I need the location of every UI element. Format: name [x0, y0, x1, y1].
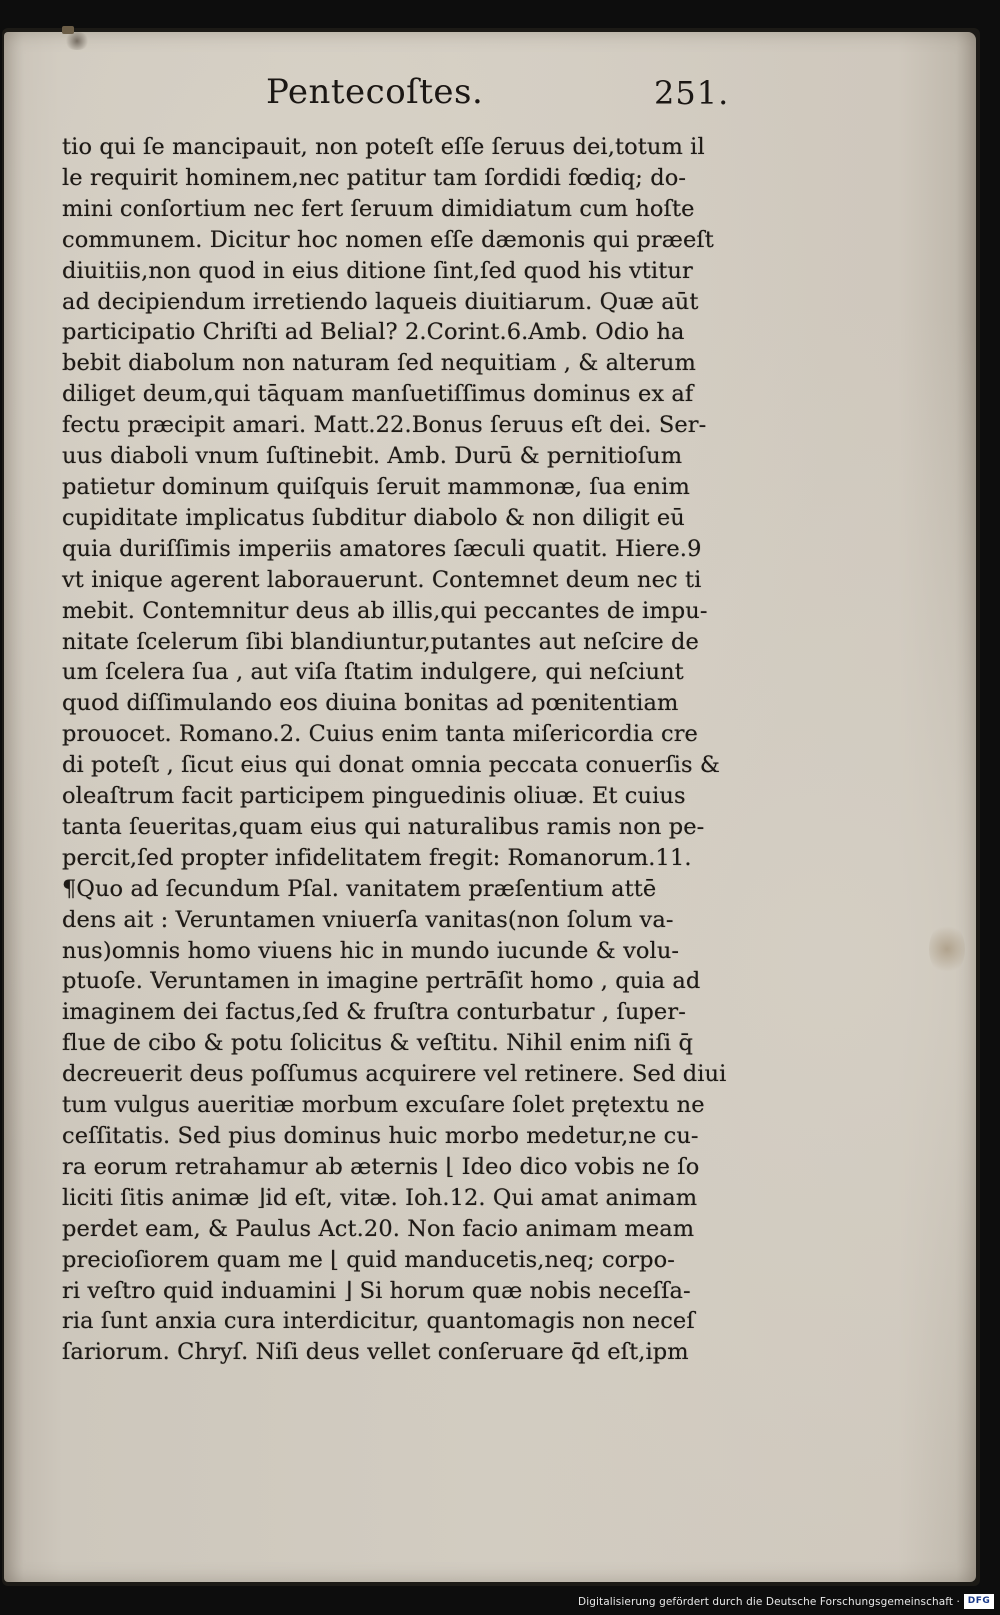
book-page	[4, 32, 976, 1582]
text-line: vt inique agerent laborauerunt. Contemnet deum nec ti	[62, 566, 702, 593]
text-line: liciti ſitis animæ ⌋id eſt, vitæ. Ioh.12. Qui amat animam	[62, 1184, 698, 1211]
text-line: decreuerit deus poſſumus acquirere vel retinere. Sed diui	[62, 1061, 727, 1088]
text-line: participatio Chriſti ad Belial? 2.Corint.6.Amb. Odio ha	[62, 319, 685, 346]
text-line: prouocet. Romano.2. Cuius enim tanta miſericordia cre	[62, 721, 698, 748]
ink-blot	[64, 32, 90, 50]
text-line: tanta ſeueritas,quam eius qui naturalibus ramis non pe-	[62, 813, 705, 840]
page-header	[4, 72, 976, 136]
dfg-logo: DFG	[964, 1594, 994, 1609]
text-line: precioſiorem quam me ⌊ quid manducetis,neq; corpo-	[62, 1246, 676, 1273]
text-line: dens ait : Veruntamen vniuerſa vanitas(non ſolum va-	[62, 906, 674, 933]
text-line: cupiditate implicatus ſubditur diabolo & non diligit eū	[62, 504, 685, 531]
text-line: mini conſortium nec fert ſeruum dimidiatum cum hoſte	[62, 195, 695, 222]
running-head: Pentecoſtes.	[266, 72, 484, 112]
text-line: ad decipiendum irretiendo laqueis diuitiarum. Quæ aūt	[62, 288, 699, 315]
text-line: tum vulgus aueritiæ morbum excuſare ſolet prętextu ne	[62, 1092, 705, 1119]
text-line: communem. Dicitur hoc nomen eſſe dæmonis qui præeſt	[62, 226, 714, 253]
text-line: quia duriſſimis imperiis amatores ſæculi quatit. Hiere.9	[62, 535, 702, 562]
text-line: diuitiis,non quod in eius ditione ſint,ſed quod his vtitur	[62, 257, 693, 284]
text-line: imaginem dei factus,ſed & fruſtra conturbatur , ſuper-	[62, 999, 686, 1026]
text-line: patietur dominum quiſquis ſeruit mammonæ, ſua enim	[62, 473, 690, 500]
text-line: perdet eam, & Paulus Act.20. Non facio animam meam	[62, 1215, 695, 1242]
text-line: tio qui ſe mancipauit, non poteſt eſſe ſeruus dei,totum il	[62, 134, 705, 160]
corner-mark	[62, 26, 74, 34]
page-number: 251.	[654, 74, 730, 112]
text-line: flue de cibo & potu ſolicitus & veſtitu. Nihil enim niſi q̄	[62, 1030, 693, 1057]
text-line: quod diſſimulando eos diuina bonitas ad pœnitentiam	[62, 690, 679, 717]
text-line: ptuoſe. Veruntamen in imagine pertrāſit homo , quia ad	[62, 968, 701, 995]
text-line: ri veſtro quid induamini ⌋ Si horum quæ nobis neceſſa-	[62, 1277, 691, 1304]
foxing-stain	[929, 922, 965, 976]
text-line: di poteſt , ſicut eius qui donat omnia peccata conuerſis &	[62, 752, 721, 779]
text-line: oleaſtrum facit participem pinguedinis oliuæ. Et cuius	[62, 783, 686, 810]
text-line: um ſcelera ſua , aut viſa ſtatim indulgere, qui neſciunt	[62, 659, 684, 686]
text-line: nus)omnis homo viuens hic in mundo iucunde & volu-	[62, 937, 680, 964]
body-text	[62, 132, 762, 1368]
text-line: nitate ſcelerum ſibi blandiuntur,putantes aut neſcire de	[62, 628, 699, 655]
text-line: diliget deum,qui tāquam manſuetiſſimus dominus ex af	[62, 381, 694, 408]
text-line: le requirit hominem,nec patitur tam ſordidi fœdiq; do-	[62, 164, 687, 191]
text-line: fectu præcipit amari. Matt.22.Bonus ſeruus eſt dei. Ser-	[62, 412, 707, 439]
text-line: ra eorum retrahamur ab æternis ⌊ Ideo dico vobis ne ſo	[62, 1153, 700, 1180]
text-line: ria ſunt anxia cura interdicitur, quantomagis non neceſ	[62, 1308, 695, 1335]
text-line: bebit diabolum non naturam ſed nequitiam , & alterum	[62, 350, 696, 377]
text-line: percit,ſed propter infidelitatem fregit: Romanorum.11.	[62, 844, 692, 871]
text-line: mebit. Contemnitur deus ab illis,qui peccantes de impu-	[62, 597, 708, 624]
text-line: ceſſitatis. Sed pius dominus huic morbo medetur,ne cu-	[62, 1123, 699, 1149]
text-line: ¶Quo ad ſecundum Pſal. vanitatem præſentium attē	[62, 875, 657, 902]
text-line: uus diaboli vnum ſuſtinebit. Amb. Durū & pernitioſum	[62, 443, 683, 470]
digitization-credit: Digitalisierung gefördert durch die Deutsche Forschungsgemeinschaft ·	[578, 1596, 960, 1608]
text-line: ſariorum. Chryſ. Niſi deus vellet conſeruare q̄d eſt,ipm	[62, 1339, 689, 1366]
